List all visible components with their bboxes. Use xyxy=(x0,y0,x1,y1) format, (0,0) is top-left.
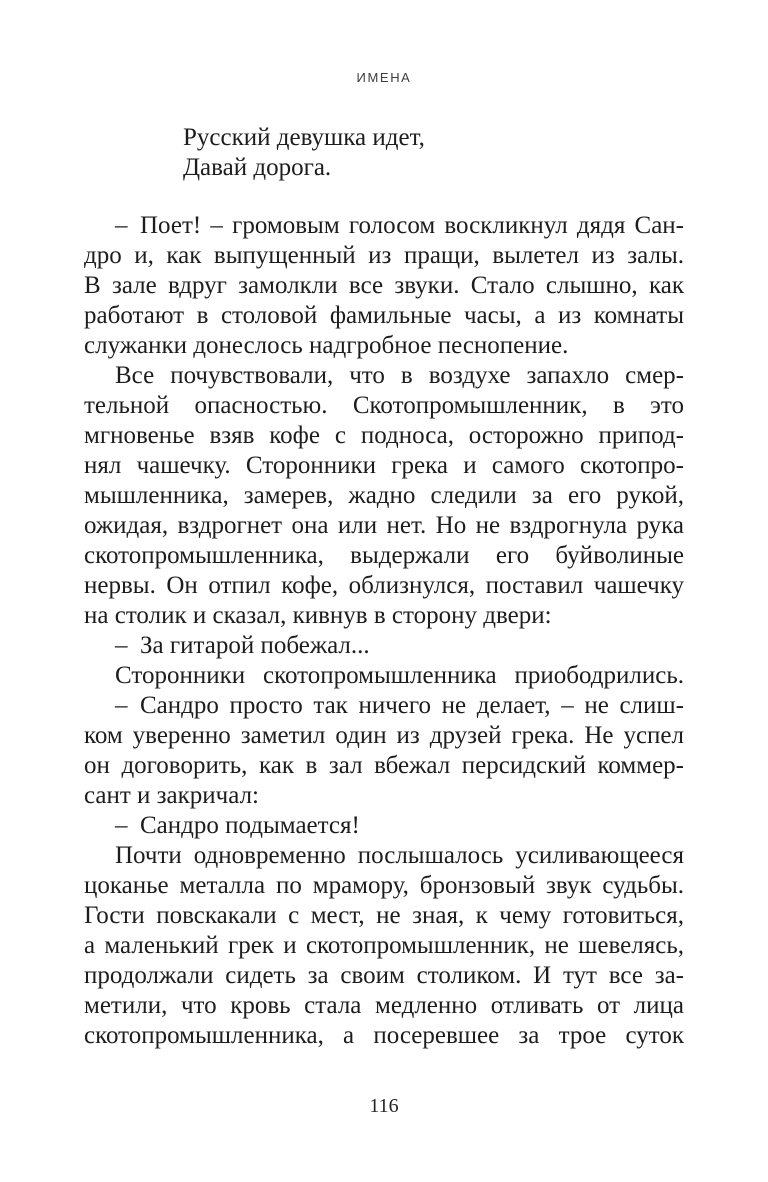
text-line: цоканье металла по мрамору, бронзовый звук судьбы. xyxy=(84,872,684,899)
text-line: Почти одновременно послышалось усиливающееся xyxy=(115,842,684,869)
text-line: метили, что кровь стала медленно отливать от лица xyxy=(84,992,684,1019)
text-line: нял чашечку. Сторонники грека и самого скотопро- xyxy=(84,452,684,479)
text-line: мгновенье взяв кофе с подноса, осторожно припод- xyxy=(84,422,684,449)
text-line: продолжали сидеть за своим столиком. И тут все за- xyxy=(84,962,684,989)
text-line: ожидая, вздрогнет она или нет. Но не вздрогнула рука xyxy=(84,512,684,539)
text-line: скотопромышленника, а посеревшее за трое суток xyxy=(84,1022,684,1049)
text-line: дро и, как выпущенный из пращи, вылетел из залы. xyxy=(84,242,684,269)
text-line: В зале вдруг замолкли все звуки. Стало слышно, как xyxy=(84,272,684,299)
text-line: служанки донеслось надгробное песнопение. xyxy=(84,332,569,359)
text-line: работают в столовой фамильные часы, а из комнаты xyxy=(84,302,684,329)
text-line: – Сандро подымается! xyxy=(115,812,360,839)
page-number: 116 xyxy=(369,1095,399,1117)
text-line: – Сандро просто так ничего не делает, – не слиш- xyxy=(115,692,684,719)
text-line: Сторонники скотопромышленника приободрились. xyxy=(115,662,684,689)
text-line: на столик и сказал, кивнув в сторону двери: xyxy=(84,602,552,629)
running-header: ИМЕНА xyxy=(356,70,412,85)
text-line: – За гитарой побежал... xyxy=(115,632,370,659)
text-line: Гости повскакали с мест, не зная, к чему готовиться, xyxy=(84,902,684,929)
verse-line: Русский девушка идет, xyxy=(183,124,425,151)
text-line: а маленький грек и скотопромышленник, не шевелясь, xyxy=(84,932,684,959)
text-line: тельной опасностью. Скотопромышленник, в это xyxy=(84,392,684,419)
text-line: он договорить, как в зал вбежал персидский коммер- xyxy=(84,752,684,779)
text-line: мышленника, замерев, жадно следили за его рукой, xyxy=(84,482,684,509)
text-line: сант и закричал: xyxy=(84,782,259,809)
verse-line: Давай дорога. xyxy=(183,154,332,181)
text-line: Все почувствовали, что в воздухе запахло смер- xyxy=(115,362,684,389)
epigraph xyxy=(183,123,425,183)
text-line: нервы. Он отпил кофе, облизнулся, поставил чашечку xyxy=(84,572,684,599)
page-text xyxy=(84,211,684,1051)
text-line: – Поет! – громовым голосом воскликнул дядя Сан- xyxy=(115,212,684,239)
text-line: скотопромышленника, выдержали его буйволиные xyxy=(84,542,684,569)
text-line: ком уверенно заметил один из друзей грека. Не успел xyxy=(84,722,684,749)
